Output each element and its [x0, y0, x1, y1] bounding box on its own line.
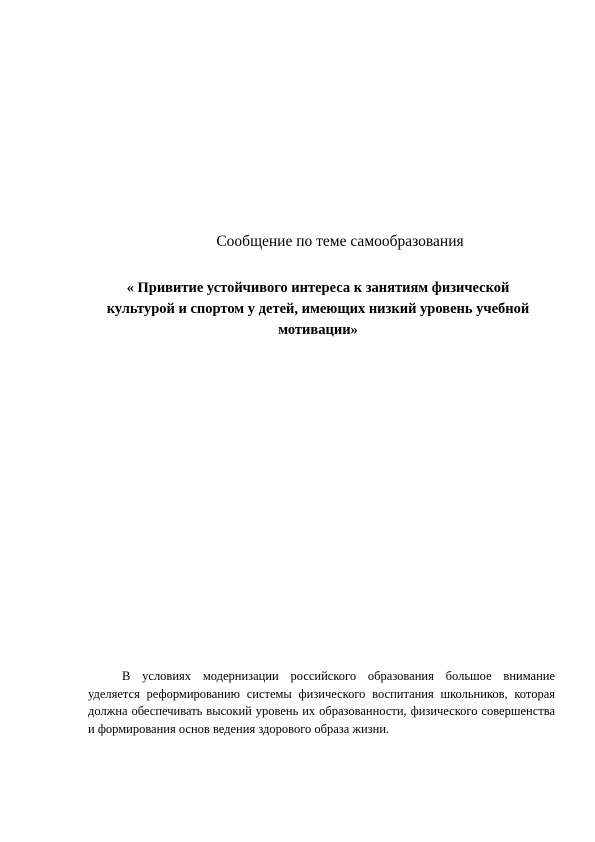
body-paragraph: В условиях модернизации российского образования большое внимание уделяется реформированию системы физического воспитания школьников, которая должна обеспечивать высокий уровень их образованности, физического совершенства и формирования основ ведения здорового образа жизни.	[88, 669, 555, 736]
document-heading: Сообщение по теме самообразования	[216, 233, 464, 250]
topic-line-1: « Привитие устойчивого интереса к занятиям физической	[126, 280, 510, 296]
topic-line-3: мотивации»	[278, 322, 358, 338]
document-topic	[78, 278, 558, 341]
topic-line-2: культурой и спортом у детей, имеющих низкий уровень учебной	[106, 301, 530, 317]
